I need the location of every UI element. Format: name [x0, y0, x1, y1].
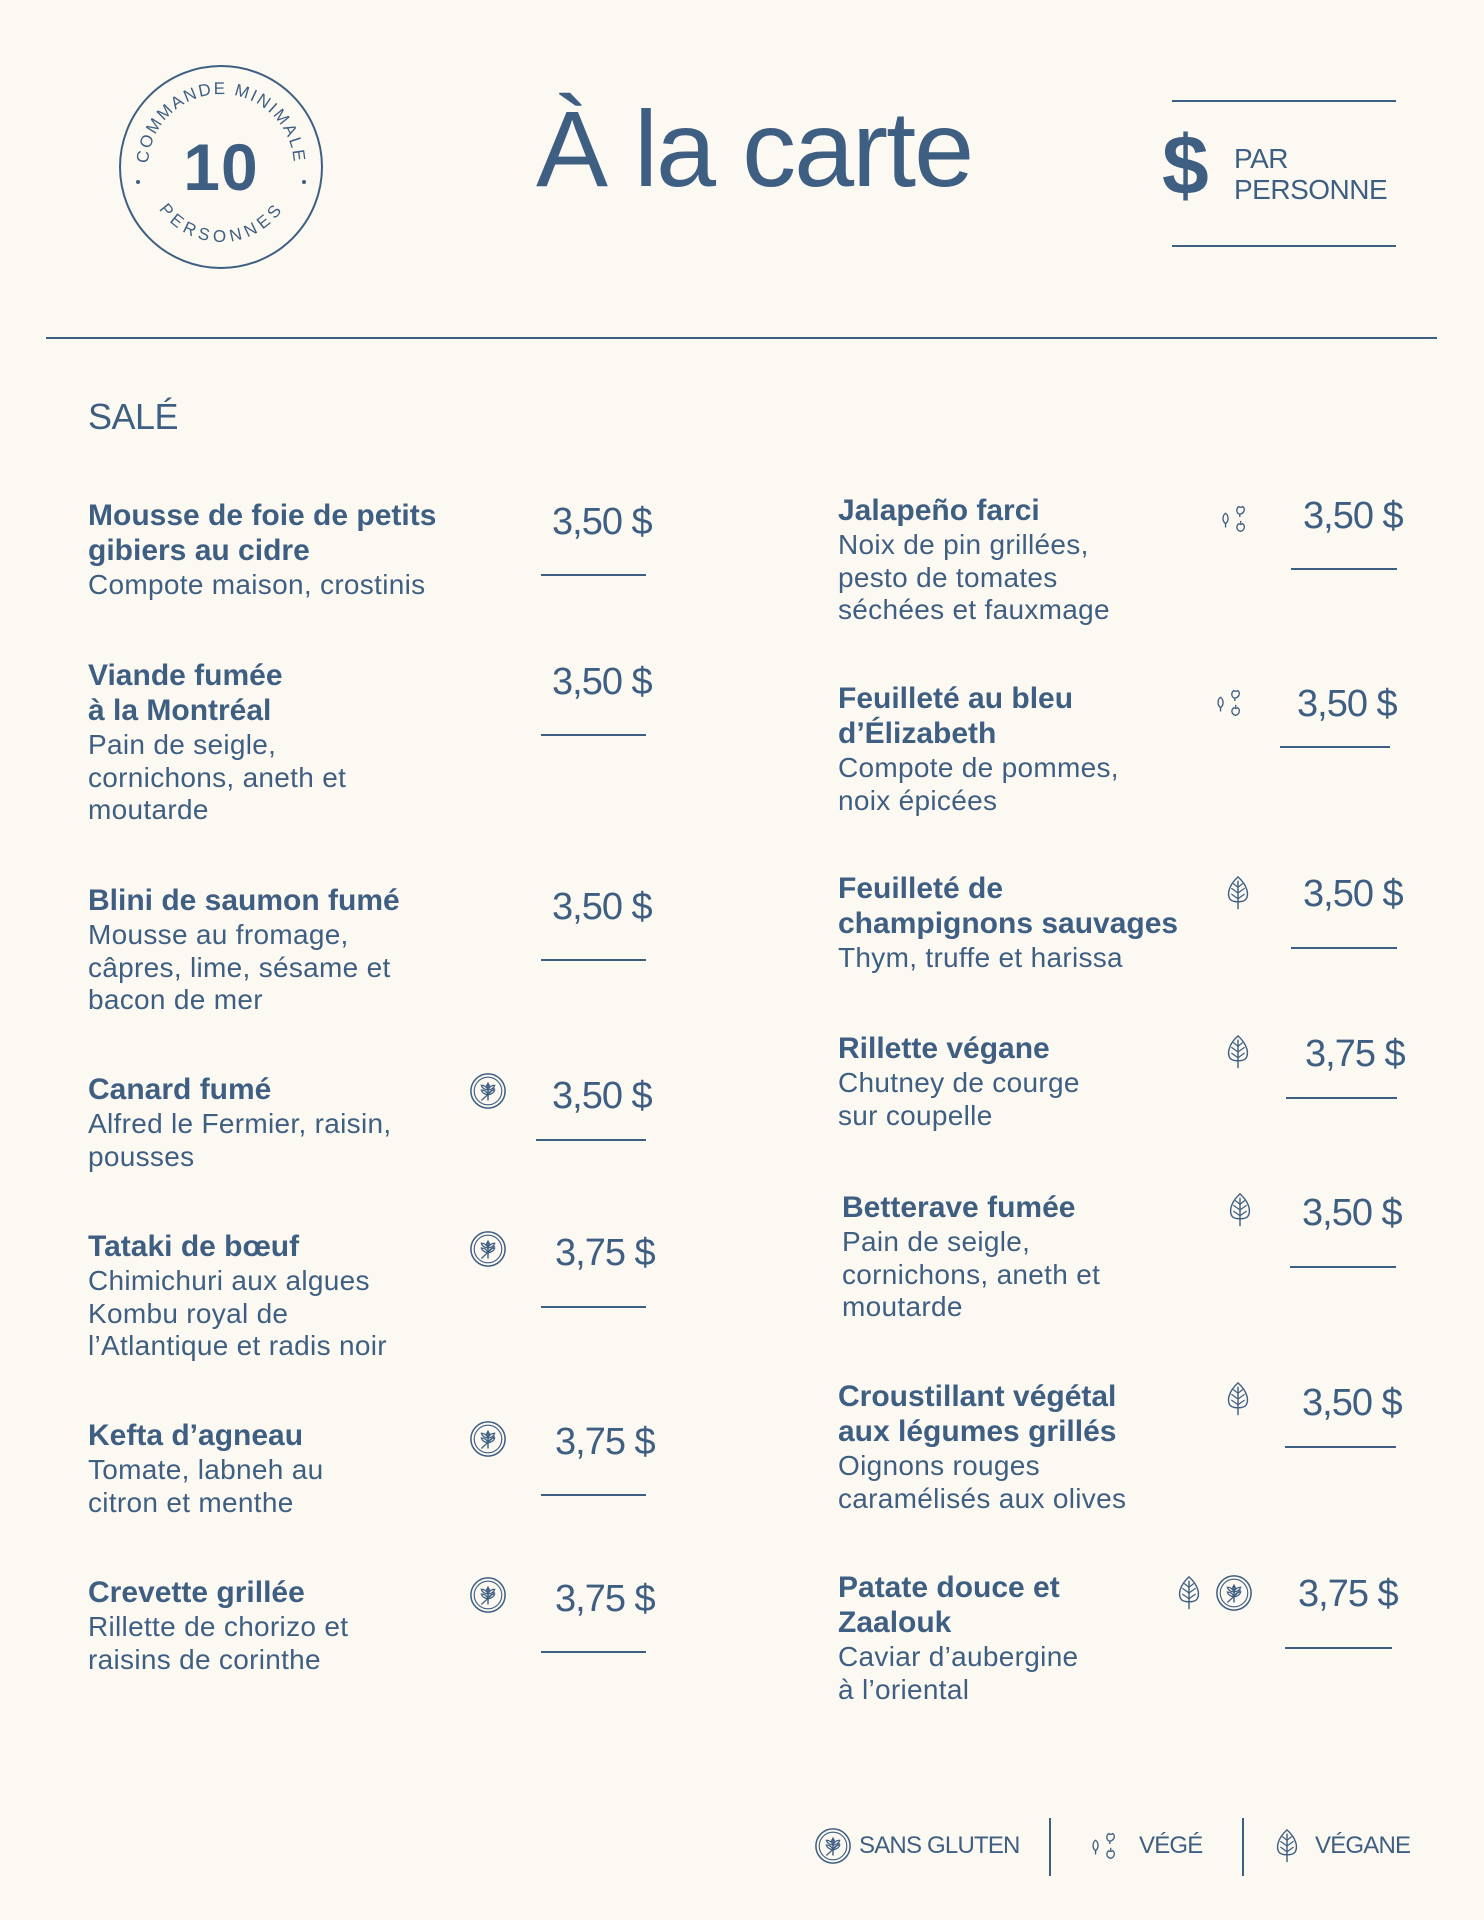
- vegan-leaf-icon: [1268, 1827, 1306, 1865]
- price-underline: [1285, 1647, 1392, 1649]
- vegan-leaf-icon: [1219, 874, 1257, 912]
- item-name: aux légumes grillés: [838, 1415, 1117, 1448]
- item-description-line: Chutney de courge: [838, 1067, 1080, 1098]
- item-name: Rillette végane: [838, 1032, 1050, 1065]
- item-description: [88, 569, 436, 602]
- menu-item: [838, 1379, 1126, 1515]
- price-underline: [536, 1139, 646, 1141]
- item-description-line: Oignons rouges: [838, 1450, 1040, 1481]
- item-description: [88, 919, 400, 1017]
- item-description-line: Noix de pin grillées,: [838, 529, 1089, 560]
- item-name: Feuilleté de: [838, 872, 1004, 905]
- price-underline: [541, 1494, 646, 1496]
- menu-item: [88, 498, 436, 602]
- item-name: Mousse de foie de petits: [88, 499, 437, 532]
- price-underline: [1280, 746, 1390, 748]
- vegan-leaf-icon: [1219, 1380, 1257, 1418]
- item-price: 3,50 $: [552, 886, 652, 928]
- item-description-line: séchées et fauxmage: [838, 594, 1110, 625]
- price-unit: [1234, 143, 1387, 205]
- item-description-line: câpres, lime, sésame et: [88, 951, 391, 983]
- item-description-line: Kombu royal de: [88, 1297, 289, 1329]
- price-unit-line2: PERSONNE: [1234, 174, 1388, 205]
- price-underline: [1285, 1446, 1396, 1448]
- item-description: [838, 529, 1110, 627]
- item-name: Viande fumée: [88, 659, 283, 692]
- item-name: Kefta d’agneau: [88, 1419, 304, 1452]
- item-name: Canard fumé: [88, 1073, 272, 1106]
- item-description: [838, 1641, 1078, 1706]
- vegan-leaf-icon: [1221, 1191, 1259, 1229]
- vegetarian-icon: [1212, 683, 1250, 721]
- vegan-leaf-icon: [1219, 1033, 1257, 1071]
- item-price: 3,75 $: [555, 1578, 655, 1620]
- item-price: 3,75 $: [555, 1421, 655, 1463]
- legend-separator: [1049, 1818, 1051, 1876]
- gluten-free-icon: [469, 1230, 507, 1268]
- item-price: 3,75 $: [1305, 1033, 1405, 1075]
- gluten-free-icon: [814, 1827, 852, 1865]
- item-price: 3,50 $: [1297, 683, 1397, 725]
- item-name: Blini de saumon fumé: [88, 884, 400, 917]
- legend-label: VÉGÉ: [1139, 1832, 1203, 1859]
- price-underline: [1286, 1097, 1397, 1099]
- price-unit-line1: PAR: [1234, 143, 1288, 174]
- item-description: [88, 1108, 391, 1173]
- price-symbol: $: [1162, 118, 1209, 212]
- item-description: [838, 1450, 1126, 1515]
- item-description-line: caramélisés aux olives: [838, 1482, 1127, 1514]
- price-underline: [541, 1651, 646, 1653]
- item-description-line: moutarde: [842, 1291, 963, 1322]
- item-description-line: Pain de seigle,: [88, 729, 277, 760]
- minimum-order-badge: [118, 64, 324, 270]
- item-name: champignons sauvages: [838, 907, 1179, 940]
- menu-item: [838, 1570, 1078, 1706]
- gluten-free-icon: [469, 1576, 507, 1614]
- item-description-line: Chimichuri aux algues: [88, 1265, 370, 1296]
- menu-item: [838, 871, 1178, 975]
- item-description-line: noix épicées: [838, 784, 998, 816]
- badge-number: 10: [183, 130, 259, 204]
- price-underline: [541, 959, 646, 961]
- item-name: Tataki de bœuf: [88, 1230, 300, 1263]
- menu-item: [88, 1575, 348, 1676]
- menu-item: [838, 681, 1119, 817]
- price-header-top-line: [1172, 100, 1396, 102]
- item-price: 3,50 $: [1303, 495, 1403, 537]
- item-description-line: Caviar d’aubergine: [838, 1641, 1079, 1672]
- price-underline: [1291, 568, 1397, 570]
- item-name: Jalapeño farci: [838, 494, 1040, 527]
- menu-item: [88, 1072, 391, 1173]
- item-description: [88, 1611, 348, 1676]
- item-description-line: moutarde: [88, 794, 209, 825]
- item-description-line: Alfred le Fermier, raisin,: [88, 1108, 392, 1139]
- item-description-line: pousses: [88, 1140, 195, 1172]
- item-description-line: sur coupelle: [838, 1099, 993, 1131]
- section-title: SALÉ: [88, 396, 179, 437]
- item-name: Feuilleté au bleu: [838, 682, 1074, 715]
- item-description-line: Compote de pommes,: [838, 752, 1119, 783]
- menu-item: [88, 1418, 324, 1519]
- item-price: 3,50 $: [552, 661, 652, 703]
- price-header-bottom-line: [1172, 245, 1396, 247]
- item-name: Patate douce et: [838, 1571, 1060, 1604]
- price-underline: [1291, 947, 1397, 949]
- menu-item: [838, 493, 1110, 627]
- item-description-line: Compote maison, crostinis: [88, 569, 426, 600]
- menu-item: [88, 1229, 387, 1363]
- vegetarian-icon: [1217, 499, 1255, 537]
- item-description: [838, 1067, 1080, 1132]
- item-description-line: raisins de corinthe: [88, 1643, 321, 1675]
- legend-label: VÉGANE: [1315, 1832, 1411, 1859]
- item-price: 3,75 $: [1298, 1573, 1398, 1615]
- vegan-leaf-icon: [1170, 1574, 1208, 1612]
- item-description: [838, 942, 1178, 975]
- item-name: Betterave fumée: [842, 1191, 1076, 1224]
- menu-item: [838, 1031, 1080, 1132]
- gluten-free-icon: [469, 1072, 507, 1110]
- header-divider: [46, 337, 1437, 339]
- gluten-free-icon: [1215, 1574, 1253, 1612]
- item-price: 3,50 $: [552, 501, 652, 543]
- item-description-line: cornichons, aneth et: [842, 1258, 1101, 1290]
- price-underline: [1290, 1266, 1396, 1268]
- vegetarian-icon: [1087, 1826, 1125, 1864]
- item-description-line: bacon de mer: [88, 984, 263, 1015]
- legend-separator: [1242, 1818, 1244, 1876]
- item-name: Croustillant végétal: [838, 1380, 1117, 1413]
- menu-item: [842, 1190, 1100, 1324]
- page-title: À la carte: [536, 88, 973, 209]
- item-description-line: Thym, truffe et harissa: [838, 942, 1123, 973]
- item-description-line: à l’oriental: [838, 1673, 970, 1705]
- price-underline: [541, 574, 646, 576]
- item-description: [842, 1226, 1100, 1324]
- item-description: [88, 729, 346, 827]
- item-description-line: cornichons, aneth et: [88, 761, 347, 793]
- item-name: Crevette grillée: [88, 1576, 305, 1609]
- item-description-line: Pain de seigle,: [842, 1226, 1031, 1257]
- item-description-line: Tomate, labneh au: [88, 1454, 324, 1485]
- item-description: [88, 1454, 324, 1519]
- price-underline: [541, 734, 646, 736]
- item-price: 3,50 $: [1303, 873, 1403, 915]
- item-description-line: Rillette de chorizo et: [88, 1611, 349, 1642]
- price-underline: [541, 1306, 646, 1308]
- item-name: à la Montréal: [88, 694, 272, 727]
- item-name: d’Élizabeth: [838, 717, 997, 750]
- item-price: 3,75 $: [555, 1232, 655, 1274]
- item-description-line: pesto de tomates: [838, 561, 1058, 593]
- item-description-line: l’Atlantique et radis noir: [88, 1330, 387, 1361]
- item-name: gibiers au cidre: [88, 534, 310, 567]
- item-description-line: citron et menthe: [88, 1486, 294, 1518]
- gluten-free-icon: [469, 1420, 507, 1458]
- menu-item: [88, 658, 346, 827]
- item-description-line: Mousse au fromage,: [88, 919, 349, 950]
- item-price: 3,50 $: [1302, 1382, 1402, 1424]
- menu-item: [88, 883, 400, 1017]
- badge-bottom-text: PERSONNES: [155, 199, 287, 247]
- item-name: Zaalouk: [838, 1606, 952, 1639]
- badge-top-text: COMMANDE MINIMALE: [132, 78, 310, 165]
- item-description: [88, 1265, 387, 1363]
- item-description: [838, 752, 1119, 817]
- item-price: 3,50 $: [1302, 1192, 1402, 1234]
- legend-label: SANS GLUTEN: [859, 1832, 1020, 1859]
- item-price: 3,50 $: [552, 1075, 652, 1117]
